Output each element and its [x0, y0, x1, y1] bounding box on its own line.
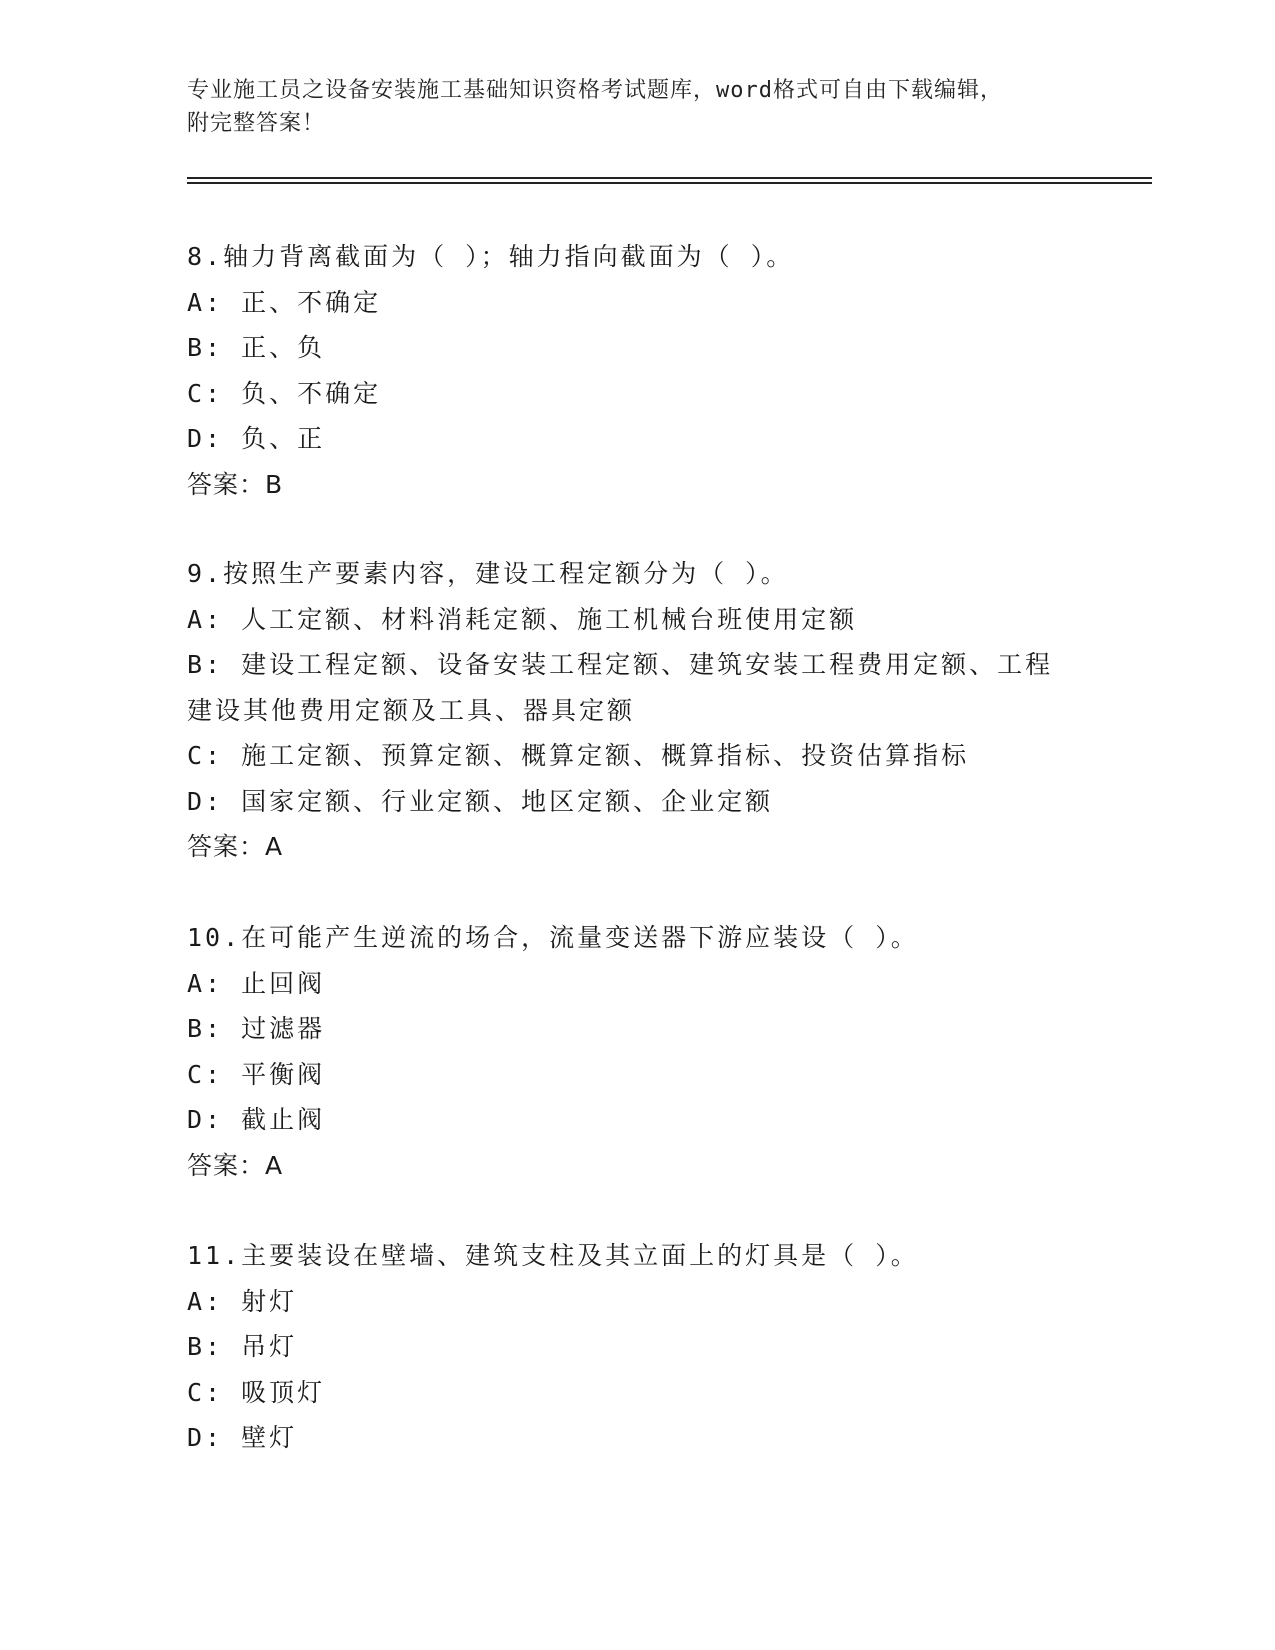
question-8 — [187, 234, 1087, 507]
question-stem: 10.在可能产生逆流的场合，流量变送器下游应装设（ ）。 — [187, 923, 919, 952]
header-divider-top — [187, 177, 1152, 179]
option-a: A: 止回阀 — [187, 968, 326, 998]
option-c: C: 平衡阀 — [187, 1059, 326, 1089]
question-stem: 9.按照生产要素内容，建设工程定额分为（ ）。 — [187, 559, 789, 588]
header-line-1: 专业施工员之设备安装施工基础知识资格考试题库，word格式可自由下载编辑， — [187, 78, 1003, 103]
option-d: D: 负、正 — [187, 424, 326, 453]
option-d: D: 截止阀 — [187, 1105, 326, 1134]
option-a: A: 正、不确定 — [187, 287, 382, 317]
answer-line: 答案：B — [187, 469, 284, 499]
option-b: B: 吊灯 — [187, 1332, 298, 1361]
header-line-2: 附完整答案！ — [187, 111, 326, 136]
answer-line: 答案：A — [187, 832, 284, 861]
option-a: A: 射灯 — [187, 1286, 298, 1316]
answer-line: 答案：A — [187, 1150, 284, 1180]
header-divider-bottom — [187, 182, 1152, 184]
option-c: C: 施工定额、预算定额、概算定额、概算指标、投资估算指标 — [187, 741, 970, 770]
option-b: B: 建设工程定额、设备安装工程定额、建筑安装工程费用定额、工程 — [187, 650, 1054, 679]
question-10 — [187, 915, 1087, 1188]
option-a: A: 人工定额、材料消耗定额、施工机械台班使用定额 — [187, 604, 858, 634]
option-d: D: 壁灯 — [187, 1423, 298, 1452]
option-c: C: 负、不确定 — [187, 378, 382, 408]
document-header — [187, 74, 1087, 140]
question-stem: 11.主要装设在壁墙、建筑支柱及其立面上的灯具是（ ）。 — [187, 1241, 919, 1270]
option-b: B: 正、负 — [187, 333, 326, 362]
question-stem: 8.轴力背离截面为（ ）；轴力指向截面为（ ）。 — [187, 242, 795, 271]
question-9 — [187, 551, 1087, 870]
option-d: D: 国家定额、行业定额、地区定额、企业定额 — [187, 786, 774, 816]
option-b-continued: 建设其他费用定额及工具、器具定额 — [187, 695, 636, 725]
option-b: B: 过滤器 — [187, 1014, 326, 1043]
question-11 — [187, 1233, 1087, 1461]
option-c: C: 吸顶灯 — [187, 1377, 326, 1407]
